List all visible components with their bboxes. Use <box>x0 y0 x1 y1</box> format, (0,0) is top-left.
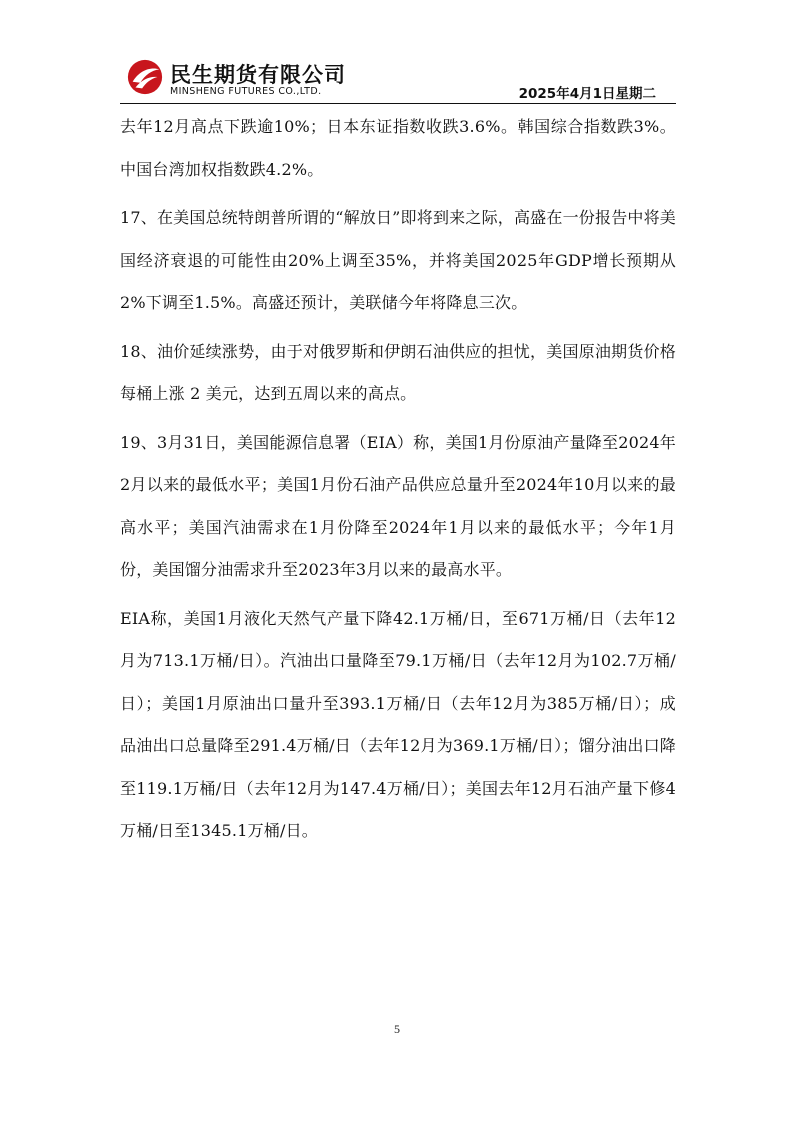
company-logo <box>126 56 366 102</box>
minsheng-logo-icon <box>126 58 164 96</box>
paragraph-18: 18、油价延续涨势，由于对俄罗斯和伊朗石油供应的担忧，美国原油期货价格每桶上涨 2 美元，达到五周以来的高点。 <box>120 341 676 403</box>
company-name-cn: 民生期货有限公司 <box>170 63 346 87</box>
header-divider <box>120 103 676 105</box>
page-number: 5 <box>394 1022 400 1036</box>
page-header <box>120 52 676 104</box>
paragraph-eia: EIA称，美国1月液化天然气产量下降42.1万桶/日，至671万桶/日（去年12月为713.1万桶/日）。汽油出口量降至79.1万桶/日（去年12月为102.7万桶/日）；美国1月原油出口量升至393.1万桶/日（去年12月为385万桶/日）；成品油出口总量降至291.4万桶/日（去年12月为369.1万桶/日）；馏分油出口降至119.1万桶/日（去年12月为147.4万桶/日）；美国去年12月石油产量下修4万桶/日至1345.1万桶/日。 <box>120 608 676 840</box>
paragraph-19: 19、3月31日，美国能源信息署（EIA）称，美国1月份原油产量降至2024年2月以来的最低水平；美国1月份石油产品供应总量升至2024年10月以来的最高水平；美国汽油需求在1月份降至2024年1月以来的最低水平；今年1月份，美国馏分油需求升至2023年3月以来的最高水平。 <box>120 432 676 579</box>
body-text <box>120 106 676 853</box>
header-date: 2025年4月1日星期二 <box>518 86 656 102</box>
company-name-en: MINSHENG FUTURES CO.,LTD. <box>170 86 322 97</box>
paragraph-17: 17、在美国总统特朗普所谓的“解放日”即将到来之际，高盛在一份报告中将美国经济衰退的可能性由20%上调至35%，并将美国2025年GDP增长预期从2%下调至1.5%。高盛还预计，美联储今年将降息三次。 <box>120 208 676 312</box>
paragraph-continuation: 去年12月高点下跌逾10%；日本东证指数收跌3.6%。韩国综合指数跌3%。中国台湾加权指数跌4.2%。 <box>120 117 676 179</box>
